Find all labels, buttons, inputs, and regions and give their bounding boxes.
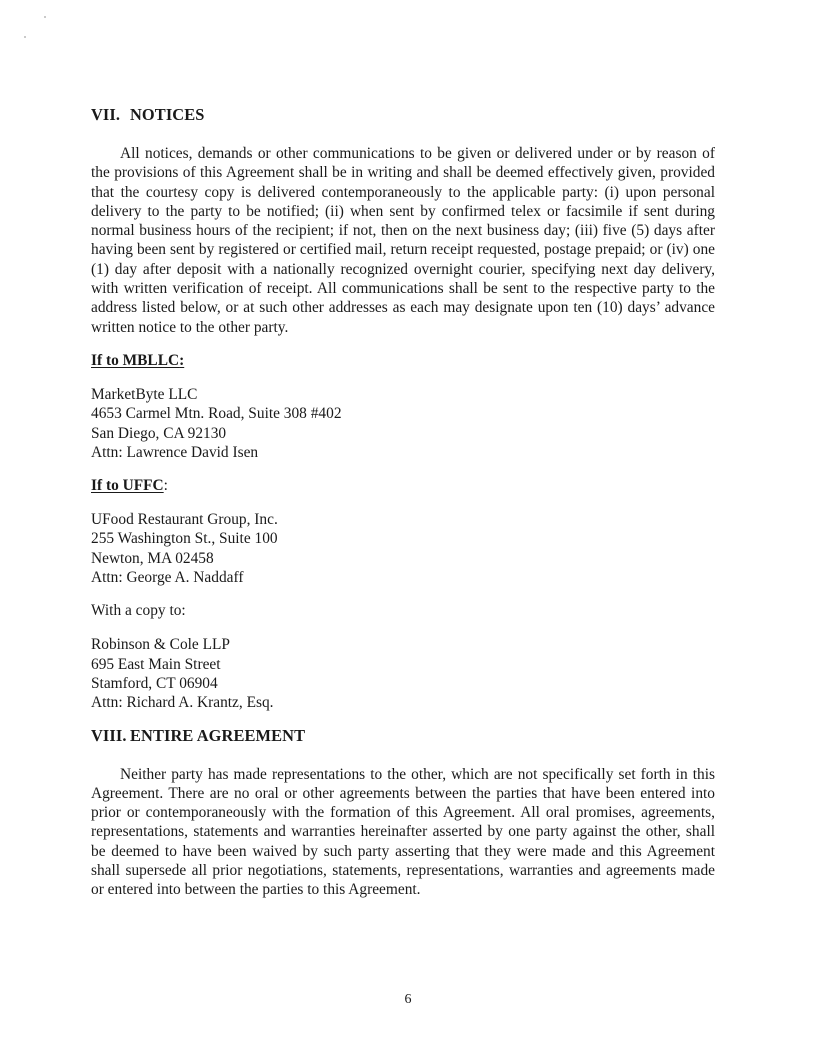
section-8-number: VIII.: [91, 725, 127, 745]
address-line: 695 East Main Street: [91, 655, 221, 673]
section-7-title: NOTICES: [130, 105, 205, 124]
uffc-heading: [91, 476, 715, 496]
address-line: Robinson & Cole LLP: [91, 636, 230, 654]
section-7-heading: [91, 104, 715, 126]
mbllc-label: If to MBLLC: [91, 351, 180, 369]
address-line: San Diego, CA 92130: [91, 424, 227, 442]
address-line: MarketByte LLC: [91, 385, 198, 403]
address-line: Attn: Lawrence David Isen: [91, 443, 259, 461]
address-line: UFood Restaurant Group, Inc.: [91, 511, 278, 529]
address-line: 255 Washington St., Suite 100: [91, 530, 278, 548]
entire-agreement-paragraph: Neither party has made representations to the other, which are not specifically set forth in this Agreement. There are no oral or other agreements between the parties that have been entered into prior or contemporaneously with the formation of this Agreement. All oral promises, agreements, representations, statements and warranties hereinafter asserted by one party against the other, shall be deemed to have been waived by such party asserting that they were made and this Agreement shall supersede all prior negotiations, statements, representations, warranties and agreements made or entered into between the parties to this Agreement.: [91, 765, 715, 899]
mbllc-heading: [91, 351, 715, 371]
notices-paragraph: All notices, demands or other communications to be given or delivered under or by reason of the provisions of this Agreement shall be in writing and shall be deemed effectively given, provided that the courtesy copy is delivered contemporaneously to the applicable party: (i) upon personal delivery to the party to be notified; (ii) when sent by confirmed telex or facsimile if sent during normal business hours of the recipient; if not, then on the next business day; (iii) five (5) days after having been sent by registered or certified mail, return receipt requested, postage prepaid; or (iv) one (1) day after deposit with a nationally recognized overnight courier, specifying next day delivery, with written verification of receipt. All communications shall be sent to the respective party to the address listed below, or at such other addresses as each may designate upon ten (10) days’ advance written notice to the other party.: [91, 145, 715, 336]
address-line: Attn: Richard A. Krantz, Esq.: [91, 694, 274, 712]
page-number: 6: [404, 992, 412, 1007]
mbllc-address: [91, 385, 715, 462]
mbllc-colon: :: [179, 351, 185, 369]
uffc-label: If to UFFC: [91, 477, 164, 495]
copy-to-address: [91, 635, 715, 712]
section-8-title: ENTIRE AGREEMENT: [130, 725, 306, 745]
section-7-number: VII.: [91, 105, 121, 124]
section-8-heading: [91, 725, 715, 747]
address-line: Stamford, CT 06904: [91, 674, 218, 692]
scan-speck-marks: [22, 10, 62, 40]
address-line: Newton, MA 02458: [91, 549, 214, 567]
page-content: [91, 104, 715, 900]
copy-to-label: With a copy to:: [91, 602, 186, 620]
uffc-address: [91, 510, 715, 587]
address-line: Attn: George A. Naddaff: [91, 569, 244, 587]
uffc-colon: :: [163, 477, 168, 495]
address-line: 4653 Carmel Mtn. Road, Suite 308 #402: [91, 405, 342, 423]
